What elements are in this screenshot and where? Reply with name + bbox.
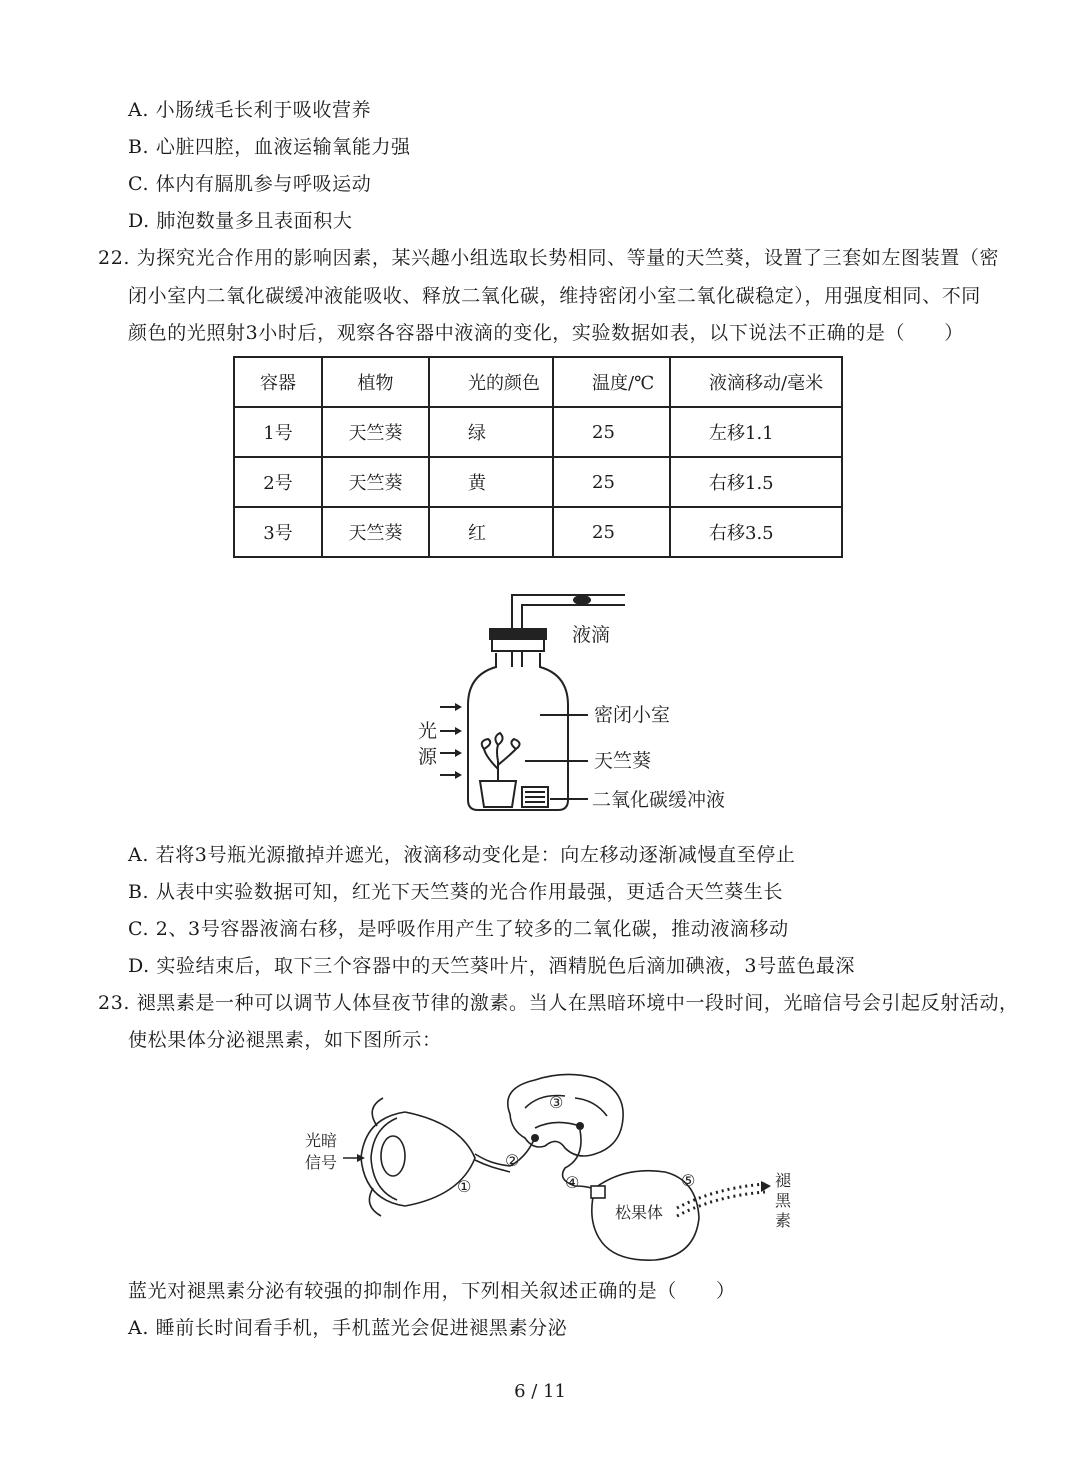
table-cell: 25 <box>592 421 615 443</box>
table-cell: 右移1.5 <box>709 473 774 494</box>
droplet <box>573 595 591 605</box>
marker-1: ① <box>457 1177 472 1196</box>
eye-lens <box>381 1136 405 1176</box>
table-cell: 2号 <box>263 473 293 494</box>
q22-stem-line-1: 22. 为探究光合作用的影响因素，某兴趣小组选取长势相同、等量的天竺葵，设置了三套如左图装置（密 <box>98 247 1000 269</box>
marker-4: ④ <box>565 1173 580 1192</box>
table-cell: 3号 <box>263 523 293 544</box>
table-header-row <box>234 357 842 407</box>
page-number: 6 / 11 <box>514 1381 566 1402</box>
table-cell: 25 <box>592 471 615 493</box>
signal-label-1: 光暗 <box>305 1131 338 1150</box>
q23-question: 蓝光对褪黑素分泌有较强的抑制作用，下列相关叙述正确的是（ ） <box>128 1280 736 1302</box>
eye-outline <box>361 1112 405 1206</box>
table-cell: 天竺葵 <box>348 473 403 494</box>
bottle <box>468 653 568 810</box>
droplet-label: 液滴 <box>572 624 611 646</box>
table-row <box>234 457 842 507</box>
stopper-body <box>492 639 544 651</box>
chamber-label: 密闭小室 <box>594 704 671 726</box>
melatonin-label-1: 褪 <box>775 1171 792 1190</box>
light-arrows <box>440 707 460 775</box>
stopper-top <box>490 629 546 639</box>
pineal-label: 松果体 <box>615 1203 664 1222</box>
q21-option-d: D. 肺泡数量多且表面积大 <box>128 210 353 232</box>
q21-option-c: C. 体内有膈肌参与呼吸运动 <box>128 173 372 195</box>
marker-2: ② <box>505 1151 520 1170</box>
q21-option-b: B. 心脏四腔，血液运输氧能力强 <box>128 136 411 158</box>
signal-label-2: 信号 <box>305 1153 338 1172</box>
table-cell: 右移3.5 <box>709 523 774 544</box>
table-cell: 25 <box>592 521 615 543</box>
marker-3: ③ <box>549 1093 564 1112</box>
light-source-label-1: 光 <box>418 720 438 742</box>
header-cell: 容器 <box>260 373 296 394</box>
q22-apparatus-figure <box>400 585 760 825</box>
q23-stem-line-1: 23. 褪黑素是一种可以调节人体昼夜节律的激素。当人在黑暗环境中一段时间，光暗信号会引起反射活动， <box>98 992 1019 1014</box>
table-cell: 天竺葵 <box>348 523 403 544</box>
melatonin-label-2: 黑 <box>775 1191 792 1210</box>
table-cell: 左移1.1 <box>709 423 774 444</box>
q22-option-d: D. 实验结束后，取下三个容器中的天竺葵叶片，酒精脱色后滴加碘液，3号蓝色最深 <box>128 955 856 977</box>
table-cell: 红 <box>468 523 486 544</box>
light-source-label-2: 源 <box>418 746 438 768</box>
melatonin-label-3: 素 <box>775 1211 792 1230</box>
q22-option-c: C. 2、3号容器液滴右移，是呼吸作用产生了较多的二氧化碳，推动液滴移动 <box>128 918 789 940</box>
header-cell: 植物 <box>357 373 394 394</box>
q22-stem-line-2: 闭小室内二氧化碳缓冲液能吸收、释放二氧化碳，维持密闭小室二氧化碳稳定），用强度相同、不同 <box>128 285 981 307</box>
plant-leaves <box>482 733 520 749</box>
table-row <box>234 507 842 557</box>
q22-option-a: A. 若将3号瓶光源撤掉并遮光，液滴移动变化是：向左移动逐渐减慢直至停止 <box>128 844 796 866</box>
table-cell: 黄 <box>468 473 486 494</box>
marker-5: ⑤ <box>681 1171 696 1190</box>
table-cell: 天竺葵 <box>348 423 403 444</box>
q23-option-a: A. 睡前长时间看手机，手机蓝光会促进褪黑素分泌 <box>128 1317 568 1339</box>
plant-label: 天竺葵 <box>594 750 652 772</box>
header-cell: 光的颜色 <box>468 373 540 394</box>
header-cell: 温度/℃ <box>592 373 655 394</box>
flower-pot <box>480 781 516 807</box>
buffer-label: 二氧化碳缓冲液 <box>592 789 726 811</box>
q22-data-table <box>233 356 843 558</box>
q23-reflex-figure <box>295 1068 815 1268</box>
q22-option-b: B. 从表中实验数据可知，红光下天竺葵的光合作用最强，更适合天竺葵生长 <box>128 881 784 903</box>
header-cell: 液滴移动/毫米 <box>709 373 824 394</box>
table-cell: 1号 <box>263 423 293 444</box>
plant <box>484 745 516 781</box>
q23-stem-line-2: 使松果体分泌褪黑素，如下图所示： <box>128 1029 442 1051</box>
table-row <box>234 407 842 457</box>
table-cell: 绿 <box>468 423 486 444</box>
q21-option-a: A. 小肠绒毛长利于吸收营养 <box>128 99 372 121</box>
q22-stem-line-3: 颜色的光照射3小时后，观察各容器中液滴的变化，实验数据如表，以下说法不正确的是（ ） <box>128 322 964 344</box>
